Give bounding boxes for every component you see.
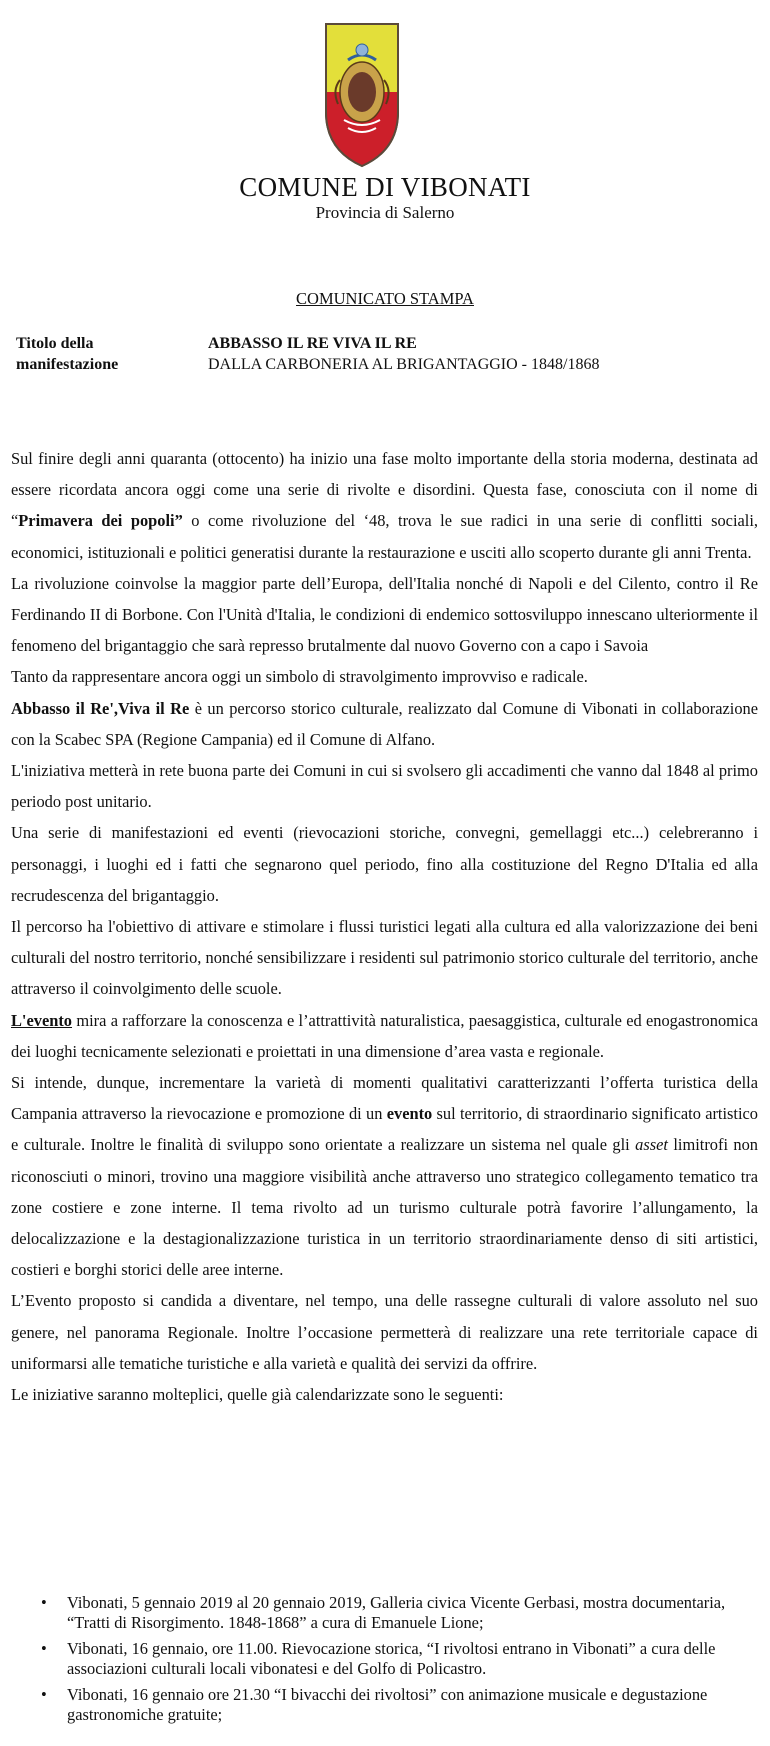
paragraph-6: Una serie di manifestazioni ed eventi (rievocazioni storiche, convegni, gemellaggi etc...) celebreranno i personaggi, i luoghi ed i fatti che segnarono quel periodo, fino alla costituzione del Regno D'Italia ed alla recrudescenza del brigantaggio.: [11, 823, 758, 905]
p8-text-b: mira a rafforzare la conoscenza e l’attrattività naturalistica, paesaggistica, culturale ed enogastronomica dei luoghi tecnicamente selezionati e proiettati in una dimensione d’area vasta e regionale.: [11, 1010, 758, 1061]
p9-text-e: limitrofi non riconosciuti o minori, trovino una maggiore visibilità anche attraverso uno strategico collegamento tematico tra zone costiere e zone interne. Il tema rivolto ad un turismo culturale potrà favorire l’allungamento, la delocalizzazione e la destagionalizzazione turistica in un territorio straordinariamente denso di siti artistici, costieri e borghi storici delle aree interne.: [11, 1135, 759, 1280]
bullet-icon: •: [41, 1593, 47, 1612]
event-name-bold: Abbasso il Re',Viva il Re: [11, 698, 190, 718]
list-item: [11, 1685, 758, 1725]
list-item: [11, 1593, 758, 1633]
titolo-label: Titolo della manifestazione: [16, 335, 119, 373]
comunicato-heading: COMUNICATO STAMPA: [296, 289, 474, 308]
paragraph-9: [11, 1067, 758, 1285]
events-list: [11, 1593, 758, 1731]
primavera-dei-popoli: Primavera dei popoli”: [18, 511, 183, 531]
body-text: [11, 443, 758, 1410]
levento-underlined: L'evento: [11, 1010, 73, 1030]
paragraph-10: L’Evento proposto si candida a diventare, nel tempo, una delle rassegne culturali di valore assoluto nel suo genere, nel panorama Regionale. Inoltre l’occasione permetterà di realizzare una rete territoriale capace di uniformarsi alle tematiche turistiche e alla varietà e qualità dei servizi da offrire.: [11, 1291, 758, 1373]
event-text-3: Vibonati, 16 gennaio ore 21.30 “I bivacchi dei rivoltosi” con animazione musicale e degustazione gastronomiche gratuite;: [67, 1685, 708, 1724]
provincia-subtitle: Provincia di Salerno: [315, 203, 455, 222]
p1-text-a: Sul finire degli anni quaranta (ottocento) ha inizio una fase molto importante della storia moderna, destinata ad essere ricordata ancora oggi come una serie di rivolte e disordini. Questa fase, conosciuta con il nome di “: [11, 449, 758, 531]
titolo-line-2: DALLA CARBONERIA AL BRIGANTAGGIO - 1848/1868: [208, 356, 600, 373]
list-item: [11, 1639, 758, 1679]
comune-title: COMUNE DI VIBONATI: [239, 172, 531, 202]
p9-text-c: sul territorio, di straordinario significato artistico e culturale. Inoltre le finalità di sviluppo sono orientate a realizzare un sistema nel quale gli: [11, 1104, 758, 1155]
event-text-2: Vibonati, 16 gennaio, ore 11.00. Rievocazione storica, “I rivoltosi entrano in Vibonati” a cura delle associazioni culturali locali vibonatesi e del Golfo di Policastro.: [67, 1639, 716, 1678]
p1-text-c: o come rivoluzione del ‘48, trova le sue radici in una serie di conflitti sociali, economici, istituzionali e politici generatisi durante la restaurazione e usciti allo scoperto durante gli anni Trenta.: [11, 511, 758, 562]
p4-text-b: è un percorso storico culturale, realizzato dal Comune di Vibonati in collaborazione con la Scabec SPA (Regione Campania) ed il Comune di Alfano.: [11, 698, 758, 749]
municipal-crest-icon: [322, 20, 402, 170]
paragraph-5: L'iniziativa metterà in rete buona parte dei Comuni in cui si svolsero gli accadimenti che vanno dal 1848 al primo periodo post unitario.: [11, 761, 758, 812]
bullet-icon: •: [41, 1639, 47, 1658]
paragraph-7: Il percorso ha l'obiettivo di attivare e stimolare i flussi turistici legati alla cultura ed alla valorizzazione dei beni culturali del nostro territorio, nonché sensibilizzare i residenti sul patrimonio storico culturale del territorio, anche attraverso il coinvolgimento delle scuole.: [11, 917, 758, 999]
paragraph-4: [11, 693, 758, 755]
asset-italic: asset: [635, 1135, 668, 1155]
evento-bold: evento: [386, 1104, 433, 1124]
titolo-line-1: ABBASSO IL RE VIVA IL RE: [208, 335, 417, 352]
paragraph-11: Le iniziative saranno molteplici, quelle già calendarizzate sono le seguenti:: [11, 1385, 504, 1405]
event-text-1: Vibonati, 5 gennaio 2019 al 20 gennaio 2019, Galleria civica Vicente Gerbasi, mostra documentaria, “Tratti di Risorgimento. 1848-1868” a cura di Emanuele Lione;: [67, 1593, 726, 1632]
p9-text-a: Si intende, dunque, incrementare la varietà di momenti qualitativi caratterizzanti l’offerta turistica della Campania attraverso la rievocazione e promozione di un: [11, 1073, 758, 1124]
paragraph-3: Tanto da rappresentare ancora oggi un simbolo di stravolgimento improvviso e radicale.: [11, 667, 588, 687]
paragraph-2: La rivoluzione coinvolse la maggior parte dell’Europa, dell'Italia nonché di Napoli e del Cilento, contro il Re Ferdinando II di Borbone. Con l'Unità d'Italia, le condizioni di endemico sottosviluppo innescano ulteriormente il fenomeno del brigantaggio che sarà represso brutalmente dal nuovo Governo con a capo i Savoia: [11, 573, 758, 656]
paragraph-1: [11, 443, 758, 568]
titolo-value: [208, 333, 599, 375]
bullet-icon: •: [41, 1685, 47, 1704]
paragraph-8: [11, 1005, 758, 1067]
